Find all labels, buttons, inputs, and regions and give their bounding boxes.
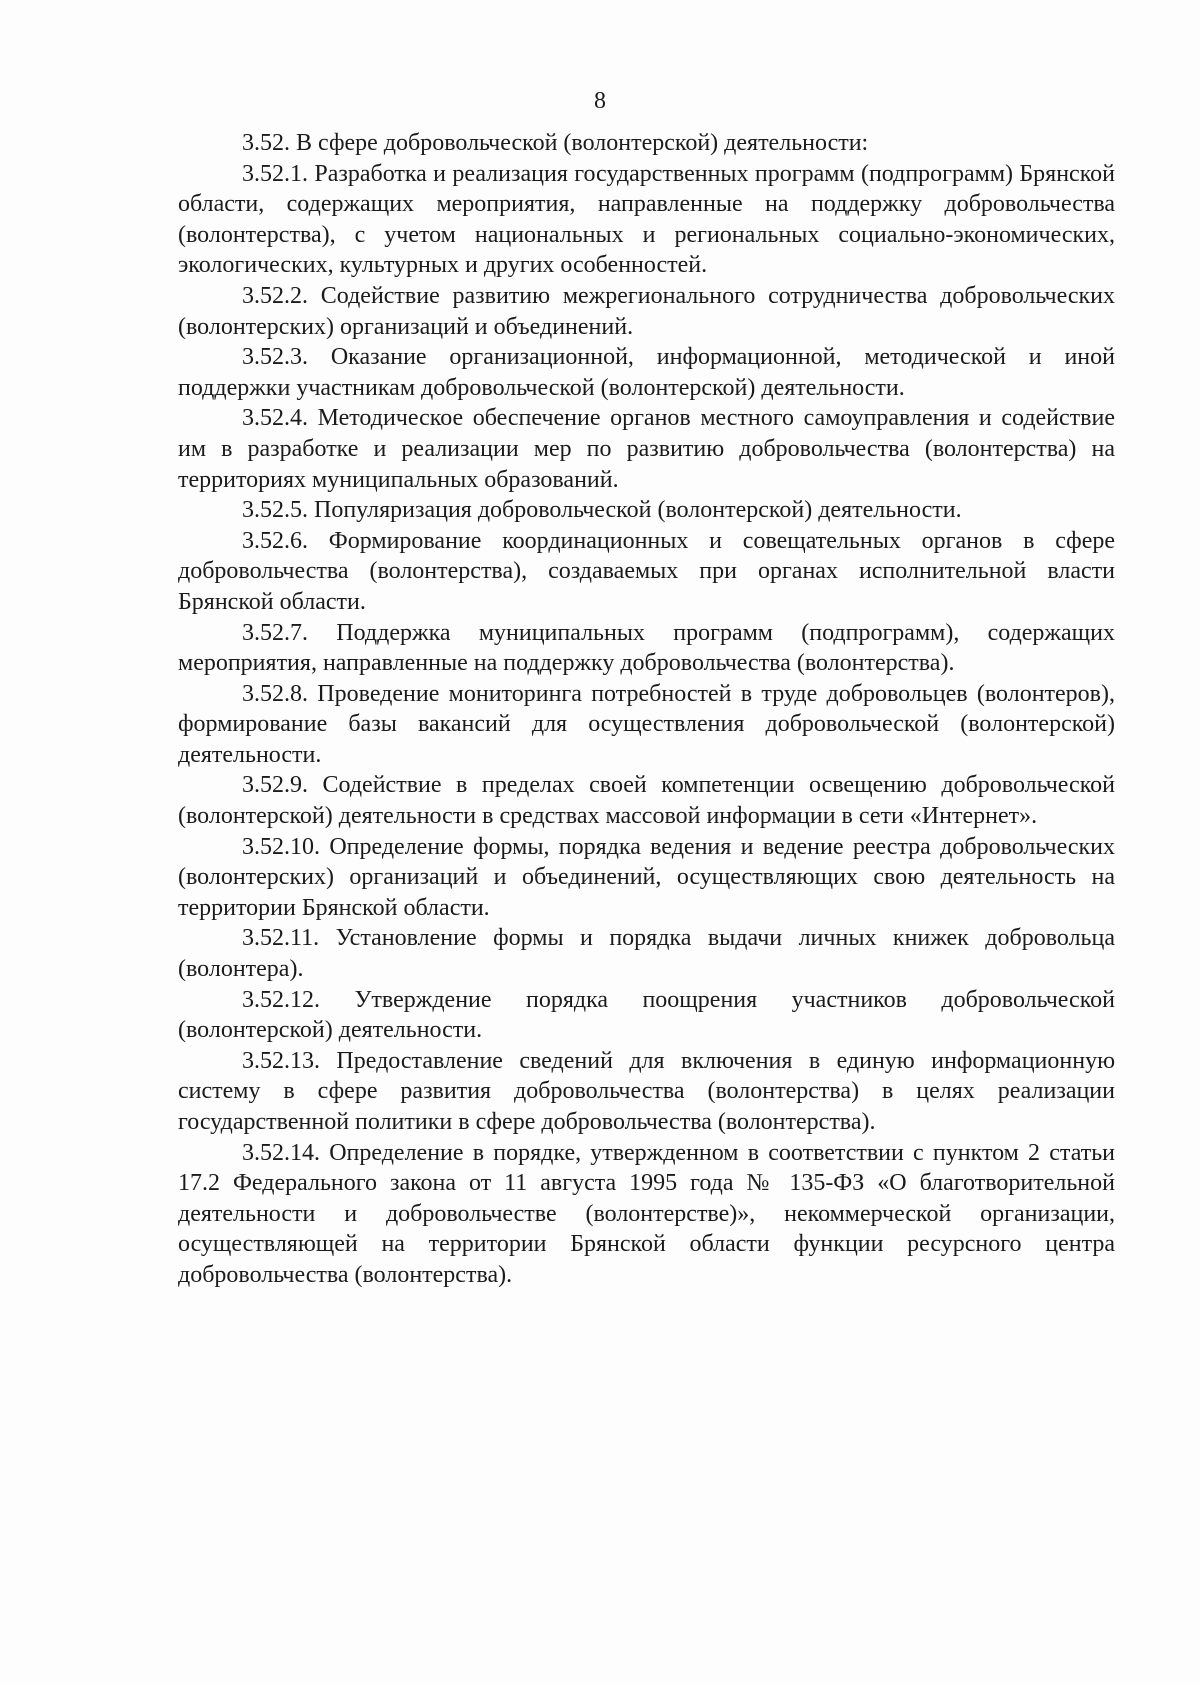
- paragraph-3-52-9: 3.52.9. Содействие в пределах своей компетенции освещению добровольческой (волонтерской) деятельности в средствах массовой информации в сети «Интернет».: [178, 772, 1115, 830]
- paragraph-3-52-4: 3.52.4. Методическое обеспечение органов местного самоуправления и содействие им в разработке и реализации мер по развитию добровольчества (волонтерства) на территориях муниципальных образований.: [178, 405, 1115, 493]
- paragraph-3-52-1: 3.52.1. Разработка и реализация государственных программ (подпрограмм) Брянской области, содержащих мероприятия, направленные на поддержку добровольчества (волонтерства), с учетом национальных и региональных социально-экономических, экологических, культурных и других особенностей.: [178, 160, 1115, 279]
- paragraph-3-52-5: 3.52.5. Популяризация добровольческой (волонтерской) деятельности.: [242, 497, 962, 524]
- paragraph-3-52-10: 3.52.10. Определение формы, порядка ведения и ведение реестра добровольческих (волонтерских) организаций и объединений, осуществляющих свою деятельность на территории Брянской области.: [178, 833, 1115, 921]
- paragraph-3-52-8: 3.52.8. Проведение мониторинга потребностей в труде добровольцев (волонтеров), формирование базы вакансий для осуществления добровольческой (волонтерской) деятельности.: [178, 680, 1115, 768]
- paragraph-3-52-6: 3.52.6. Формирование координационных и совещательных органов в сфере добровольчества (волонтерства), создаваемых при органах исполнительной власти Брянской области.: [178, 527, 1115, 615]
- paragraph-3-52-7: 3.52.7. Поддержка муниципальных программ (подпрограмм), содержащих мероприятия, направленные на поддержку добровольчества (волонтерства).: [178, 619, 1115, 677]
- paragraph-3-52-2: 3.52.2. Содействие развитию межрегионального сотрудничества добровольческих (волонтерских) организаций и объединений.: [178, 282, 1115, 340]
- section-heading-3-52: 3.52. В сфере добровольческой (волонтерской) деятельности:: [242, 130, 869, 156]
- paragraph-3-52-14: 3.52.14. Определение в порядке, утвержденном в соответствии с пунктом 2 статьи 17.2 Федерального закона от 11 августа 1995 года № 135-ФЗ «О благотворительной деятельности и добровольчестве (волонтерстве)», некоммерческой организации, осуществляющей на территории Брянской области функции ресурсного центра добровольчества (волонтерства).: [178, 1139, 1115, 1288]
- paragraph-3-52-11: 3.52.11. Установление формы и порядка выдачи личных книжек добровольца (волонтера).: [178, 925, 1115, 983]
- document-body: [178, 128, 1115, 1291]
- paragraph-3-52-13: 3.52.13. Предоставление сведений для включения в единую информационную систему в сфере развития добровольчества (волонтерства) в целях реализации государственной политики в сфере добровольчества (волонтерства).: [178, 1047, 1115, 1135]
- paragraph-3-52-3: 3.52.3. Оказание организационной, информационной, методической и иной поддержки участникам добровольческой (волонтерской) деятельности.: [178, 344, 1115, 401]
- paragraph-3-52-12: 3.52.12. Утверждение порядка поощрения участников добровольческой (волонтерской) деятельности.: [178, 986, 1115, 1044]
- page-number: 8: [594, 88, 606, 114]
